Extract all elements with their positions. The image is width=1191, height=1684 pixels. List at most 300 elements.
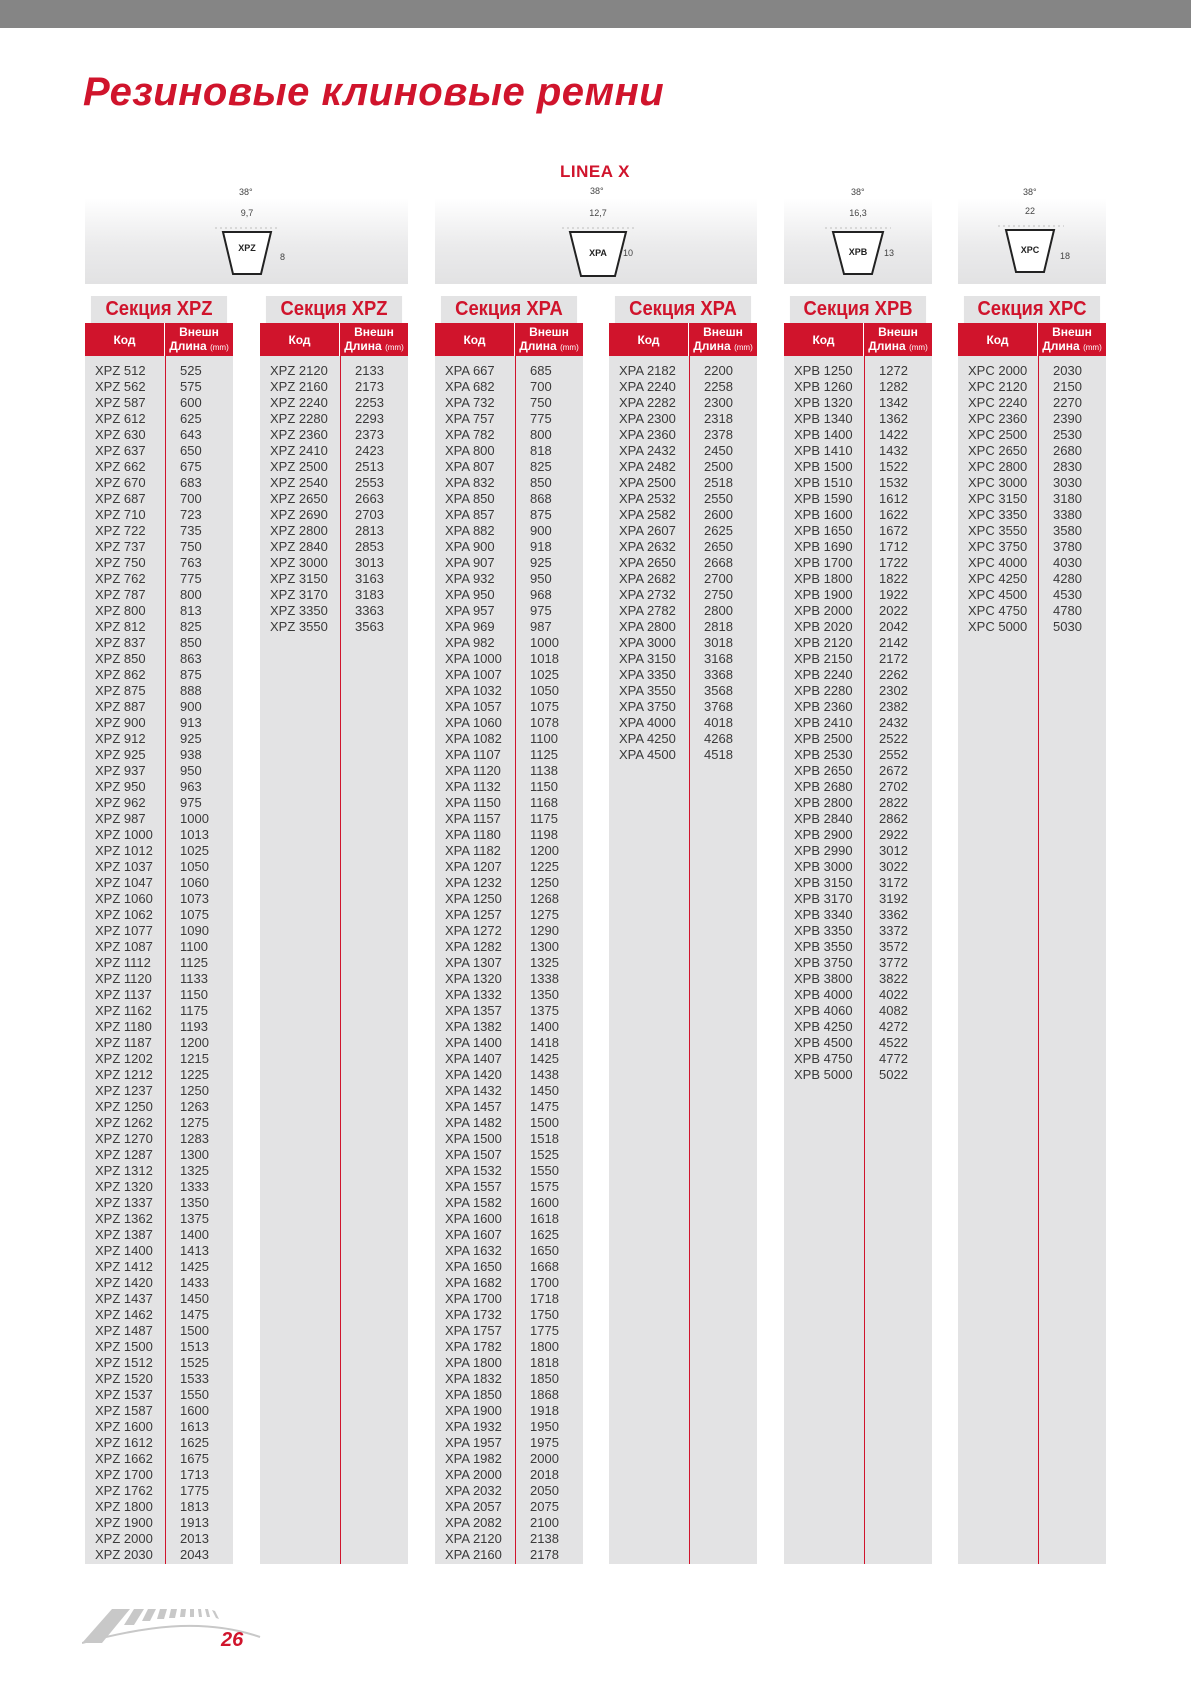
belt-code: XPZ 1387 [95, 1227, 153, 1242]
belt-length: 2672 [879, 763, 908, 778]
belt-code: XPZ 737 [95, 539, 146, 554]
belt-code: XPA 2607 [619, 523, 676, 538]
table-row [85, 1403, 233, 1419]
belt-length: 1425 [530, 1051, 559, 1066]
belt-code: XPA 3750 [619, 699, 676, 714]
table-section [85, 296, 233, 1564]
table-row [260, 475, 408, 491]
table-row [784, 411, 932, 427]
belt-code: XPB 2240 [794, 667, 853, 682]
table-row [85, 747, 233, 763]
belt-code: XPA 1850 [445, 1387, 502, 1402]
belt-length: 3822 [879, 971, 908, 986]
belt-code: XPA 2082 [445, 1515, 502, 1530]
belt-code: XPC 4000 [968, 555, 1028, 570]
table-row [609, 635, 757, 651]
table-row [435, 459, 583, 475]
table-row [435, 1515, 583, 1531]
belt-code: XPZ 912 [95, 731, 146, 746]
table-row [435, 491, 583, 507]
belt-length: 1818 [530, 1355, 559, 1370]
belt-code: XPC 4500 [968, 587, 1028, 602]
belt-code: XPA 1800 [445, 1355, 502, 1370]
belt-code: XPZ 2120 [270, 363, 328, 378]
belt-length: 968 [530, 587, 552, 602]
section-title: Секция XPC [964, 296, 1100, 323]
belt-length: 5022 [879, 1067, 908, 1082]
table-row [784, 555, 932, 571]
belt-length: 1100 [530, 731, 558, 746]
table-row [435, 779, 583, 795]
belt-code: XPB 1340 [794, 411, 853, 426]
belt-code: XPB 3750 [794, 955, 853, 970]
table-row [85, 683, 233, 699]
belt-code: XPA 1180 [445, 827, 501, 842]
belt-length: 1073 [180, 891, 209, 906]
belt-length: 1513 [180, 1339, 209, 1354]
table-row [435, 1147, 583, 1163]
belt-profile-xpz-icon [85, 198, 408, 284]
belt-length: 600 [180, 395, 202, 410]
belt-length: 1200 [180, 1035, 209, 1050]
belt-code: XPZ 2360 [270, 427, 328, 442]
table-row [85, 1387, 233, 1403]
table-row [609, 571, 757, 587]
table-body [435, 356, 583, 1564]
belt-length: 2382 [879, 699, 908, 714]
belt-length: 863 [180, 651, 202, 666]
header-code: Код [260, 323, 340, 356]
table-row [609, 619, 757, 635]
belt-code: XPZ 887 [95, 699, 146, 714]
belt-code: XPZ 2280 [270, 411, 328, 426]
table-row [85, 1163, 233, 1179]
table-row [435, 891, 583, 907]
table-row [260, 619, 408, 635]
belt-code: XPA 1500 [445, 1131, 502, 1146]
belt-code: XPZ 1062 [95, 907, 153, 922]
table-row [85, 1435, 233, 1451]
belt-length: 4522 [879, 1035, 908, 1050]
belt-length: 2173 [355, 379, 384, 394]
table-row [85, 987, 233, 1003]
belt-code: XPZ 1047 [95, 875, 153, 890]
belt-length: 1268 [530, 891, 559, 906]
belt-length: 868 [530, 491, 552, 506]
table-row [784, 443, 932, 459]
profile-box-xpa [435, 198, 757, 284]
table-row [85, 923, 233, 939]
belt-code: XPZ 1462 [95, 1307, 153, 1322]
table-row [435, 1003, 583, 1019]
belt-code: XPA 3000 [619, 635, 676, 650]
belt-code: XPZ 750 [95, 555, 146, 570]
belt-code: XPZ 612 [95, 411, 146, 426]
belt-code: XPZ 2240 [270, 395, 328, 410]
table-row [260, 571, 408, 587]
table-row [85, 875, 233, 891]
table-row [85, 379, 233, 395]
belt-code: XPA 1082 [445, 731, 502, 746]
belt-code: XPA 1120 [445, 763, 501, 778]
belt-length: 1150 [530, 779, 558, 794]
table-row [784, 459, 932, 475]
table-row [784, 811, 932, 827]
table-row [85, 827, 233, 843]
belt-code: XPZ 1162 [95, 1003, 152, 1018]
belt-code: XPZ 850 [95, 651, 146, 666]
profile-width: 16,3 [849, 208, 867, 218]
belt-code: XPZ 1400 [95, 1243, 153, 1258]
page-title: Резиновые клиновые ремни [83, 70, 665, 114]
belt-code: XPA 4500 [619, 747, 676, 762]
table-row [435, 1307, 583, 1323]
table-row [435, 619, 583, 635]
table-row [784, 699, 932, 715]
belt-code: XPZ 2000 [95, 1531, 153, 1546]
table-row [260, 459, 408, 475]
table-row [784, 763, 932, 779]
belt-length: 1325 [530, 955, 559, 970]
belt-length: 1362 [879, 411, 908, 426]
belt-length: 525 [180, 363, 202, 378]
belt-code: XPZ 1120 [95, 971, 152, 986]
belt-code: XPZ 3170 [270, 587, 328, 602]
table-row [85, 651, 233, 667]
table-row [784, 1051, 932, 1067]
belt-code: XPA 1932 [445, 1419, 502, 1434]
belt-code: XPB 3340 [794, 907, 853, 922]
belt-code: XPB 1500 [794, 459, 853, 474]
belt-code: XPZ 562 [95, 379, 146, 394]
belt-length: 2172 [879, 651, 908, 666]
table-row [435, 571, 583, 587]
belt-code: XPA 957 [445, 603, 495, 618]
belt-code: XPZ 762 [95, 571, 146, 586]
belt-length: 750 [530, 395, 552, 410]
belt-length: 4030 [1053, 555, 1082, 570]
belt-length: 913 [180, 715, 202, 730]
belt-length: 2552 [879, 747, 908, 762]
table-row [85, 1275, 233, 1291]
belt-length: 925 [180, 731, 202, 746]
header-code: Код [435, 323, 515, 356]
belt-length: 1198 [530, 827, 558, 842]
table-row [784, 507, 932, 523]
belt-length: 975 [180, 795, 202, 810]
profile-name: XPC [1020, 245, 1040, 255]
table-row [435, 1499, 583, 1515]
belt-length: 1100 [180, 939, 208, 954]
page-number: 26 [221, 1629, 244, 1651]
belt-length: 1418 [530, 1035, 559, 1050]
belt-code: XPZ 1662 [95, 1451, 153, 1466]
belt-length: 2013 [180, 1531, 209, 1546]
top-bar [0, 0, 1191, 28]
belt-code: XPA 1832 [445, 1371, 502, 1386]
belt-length: 2423 [355, 443, 384, 458]
belt-code: XPA 1732 [445, 1307, 502, 1322]
belt-length: 1813 [180, 1499, 209, 1514]
belt-code: XPA 1407 [445, 1051, 502, 1066]
belt-code: XPA 1257 [445, 907, 502, 922]
table-row [609, 475, 757, 491]
belt-code: XPB 3170 [794, 891, 853, 906]
belt-length: 1000 [180, 811, 209, 826]
belt-length: 1000 [530, 635, 559, 650]
table-row [260, 539, 408, 555]
belt-length: 925 [530, 555, 552, 570]
header-length-line2: Длина (mm) [1042, 338, 1102, 353]
belt-length: 3363 [355, 603, 384, 618]
header-length [689, 323, 757, 356]
table-row [958, 507, 1106, 523]
belt-length: 1342 [879, 395, 908, 410]
section-title: Секция XPZ [266, 296, 402, 323]
table-row [85, 1515, 233, 1531]
belt-length: 1450 [180, 1291, 209, 1306]
table-row [85, 411, 233, 427]
belt-code: XPB 3000 [794, 859, 853, 874]
header-length-line2: Длина (mm) [693, 338, 753, 353]
table-row [85, 1227, 233, 1243]
belt-length: 2822 [879, 795, 908, 810]
header-length-line2: Длина (mm) [344, 338, 404, 353]
belt-code: XPB 3800 [794, 971, 853, 986]
belt-code: XPZ 1900 [95, 1515, 153, 1530]
belt-code: XPZ 710 [95, 507, 146, 522]
belt-length: 2300 [704, 395, 733, 410]
belt-code: XPA 3550 [619, 683, 676, 698]
belt-length: 4518 [704, 747, 733, 762]
table-row [784, 987, 932, 1003]
belt-length: 4022 [879, 987, 908, 1002]
table-row [784, 539, 932, 555]
belt-length: 1013 [180, 827, 209, 842]
belt-code: XPA 2632 [619, 539, 676, 554]
table-row [435, 987, 583, 1003]
belt-code: XPZ 1037 [95, 859, 153, 874]
belt-length: 1018 [530, 651, 559, 666]
belt-length: 1525 [530, 1147, 559, 1162]
table-row [784, 971, 932, 987]
table-row [784, 571, 932, 587]
table-row [435, 555, 583, 571]
belt-code: XPA 907 [445, 555, 495, 570]
table-row [609, 747, 757, 763]
table-row [435, 827, 583, 843]
belt-profile-xpb-icon [784, 198, 932, 284]
belt-code: XPA 969 [445, 619, 495, 634]
belt-length: 1075 [530, 699, 559, 714]
belt-code: XPZ 1487 [95, 1323, 153, 1338]
belt-code: XPZ 837 [95, 635, 146, 650]
belt-length: 1400 [530, 1019, 559, 1034]
belt-code: XPA 682 [445, 379, 495, 394]
belt-code: XPA 1357 [445, 1003, 502, 1018]
belt-length: 950 [180, 763, 202, 778]
belt-code: XPA 2650 [619, 555, 676, 570]
table-row [958, 539, 1106, 555]
belt-code: XPB 1600 [794, 507, 853, 522]
table-row [435, 1131, 583, 1147]
belt-code: XPB 3550 [794, 939, 853, 954]
table-row [260, 523, 408, 539]
belt-code: XPB 1320 [794, 395, 853, 410]
belt-code: XPZ 1087 [95, 939, 153, 954]
belt-code: XPA 1400 [445, 1035, 502, 1050]
table-row [85, 811, 233, 827]
belt-code: XPC 3000 [968, 475, 1028, 490]
table-row [784, 619, 932, 635]
table-row [435, 1195, 583, 1211]
belt-length: 675 [180, 459, 202, 474]
table-row [85, 1355, 233, 1371]
header-length-line1: Внешн [703, 324, 743, 339]
table-row [85, 1003, 233, 1019]
table-row [435, 683, 583, 699]
belt-length: 2142 [879, 635, 908, 650]
table-row [85, 1259, 233, 1275]
profile-width: 12,7 [589, 208, 607, 218]
belt-length: 2373 [355, 427, 384, 442]
belt-length: 1300 [530, 939, 559, 954]
belt-code: XPZ 962 [95, 795, 146, 810]
table-row [85, 1115, 233, 1131]
table-row [85, 1099, 233, 1115]
table-row [85, 939, 233, 955]
table-row [85, 1083, 233, 1099]
belt-code: XPA 3350 [619, 667, 676, 682]
table-row [85, 459, 233, 475]
belt-code: XPZ 670 [95, 475, 146, 490]
table-row [784, 523, 932, 539]
belt-code: XPB 2280 [794, 683, 853, 698]
belt-code: XPZ 2690 [270, 507, 328, 522]
belt-length: 1522 [879, 459, 908, 474]
belt-length: 4530 [1053, 587, 1082, 602]
belt-length: 2270 [1053, 395, 1082, 410]
belt-code: XPB 2020 [794, 619, 853, 634]
belt-length: 875 [180, 667, 202, 682]
belt-length: 723 [180, 507, 202, 522]
table-row [435, 1323, 583, 1339]
table-row [260, 411, 408, 427]
table-row [435, 1467, 583, 1483]
belt-length: 763 [180, 555, 202, 570]
belt-length: 685 [530, 363, 552, 378]
belt-length: 987 [530, 619, 552, 634]
table-row [609, 427, 757, 443]
belt-length: 5030 [1053, 619, 1082, 634]
table-row [958, 523, 1106, 539]
table-header [784, 323, 932, 356]
table-row [435, 475, 583, 491]
table-row [260, 507, 408, 523]
belt-code: XPA 1420 [445, 1067, 502, 1082]
belt-length: 1750 [530, 1307, 559, 1322]
belt-profile-xpc-icon [958, 198, 1106, 284]
table-row [85, 795, 233, 811]
belt-code: XPA 1060 [445, 715, 502, 730]
belt-code: XPA 2532 [619, 491, 676, 506]
profile-width: 22 [1024, 206, 1036, 216]
table-row [958, 443, 1106, 459]
belt-length: 1338 [530, 971, 559, 986]
belt-code: XPA 2732 [619, 587, 676, 602]
belt-length: 4272 [879, 1019, 908, 1034]
belt-code: XPB 2900 [794, 827, 853, 842]
table-row [609, 731, 757, 747]
profile-height: 8 [280, 252, 286, 262]
header-length [340, 323, 408, 356]
profile-height: 10 [623, 248, 634, 258]
belt-length: 3563 [355, 619, 384, 634]
belt-length: 825 [530, 459, 552, 474]
belt-length: 1375 [180, 1211, 209, 1226]
table-row [435, 1483, 583, 1499]
belt-length: 3192 [879, 891, 908, 906]
table-row [435, 731, 583, 747]
table-row [784, 427, 932, 443]
header-length-line1: Внешн [529, 324, 569, 339]
table-row [958, 619, 1106, 635]
belt-length: 2862 [879, 811, 908, 826]
belt-length: 818 [530, 443, 552, 458]
belt-code: XPZ 812 [95, 619, 146, 634]
table-row [784, 1003, 932, 1019]
belt-length: 2042 [879, 619, 908, 634]
belt-code: XPZ 2650 [270, 491, 328, 506]
table-row [435, 907, 583, 923]
table-row [85, 667, 233, 683]
belt-length: 3772 [879, 955, 908, 970]
belt-code: XPZ 2410 [270, 443, 328, 458]
belt-length: 1325 [180, 1163, 209, 1178]
belt-length: 4772 [879, 1051, 908, 1066]
belt-code: XPA 1057 [445, 699, 502, 714]
belt-code: XPZ 630 [95, 427, 146, 442]
belt-code: XPA 1957 [445, 1435, 502, 1450]
linea-title: LINEA X [560, 162, 630, 181]
belt-code: XPA 1107 [445, 747, 501, 762]
belt-length: 1438 [530, 1067, 559, 1082]
belt-code: XPA 2482 [619, 459, 676, 474]
table-row [435, 1115, 583, 1131]
table-row [260, 427, 408, 443]
belt-length: 4280 [1053, 571, 1082, 586]
belt-code: XPB 1510 [794, 475, 853, 490]
belt-code: XPA 900 [445, 539, 495, 554]
belt-length: 2378 [704, 427, 733, 442]
belt-code: XPC 2650 [968, 443, 1028, 458]
table-row [609, 523, 757, 539]
belt-length: 625 [180, 411, 202, 426]
table-row [784, 843, 932, 859]
table-row [609, 459, 757, 475]
belt-length: 2518 [704, 475, 733, 490]
section-title: Секция XPB [790, 296, 926, 323]
table-row [435, 1403, 583, 1419]
belt-length: 1200 [530, 843, 559, 858]
belt-code: XPZ 1212 [95, 1067, 153, 1082]
belt-length: 2075 [530, 1499, 559, 1514]
belt-code: XPZ 3550 [270, 619, 328, 634]
belt-code: XPZ 3350 [270, 603, 328, 618]
belt-code: XPA 1650 [445, 1259, 502, 1274]
belt-length: 1350 [180, 1195, 209, 1210]
belt-length: 1713 [180, 1467, 209, 1482]
